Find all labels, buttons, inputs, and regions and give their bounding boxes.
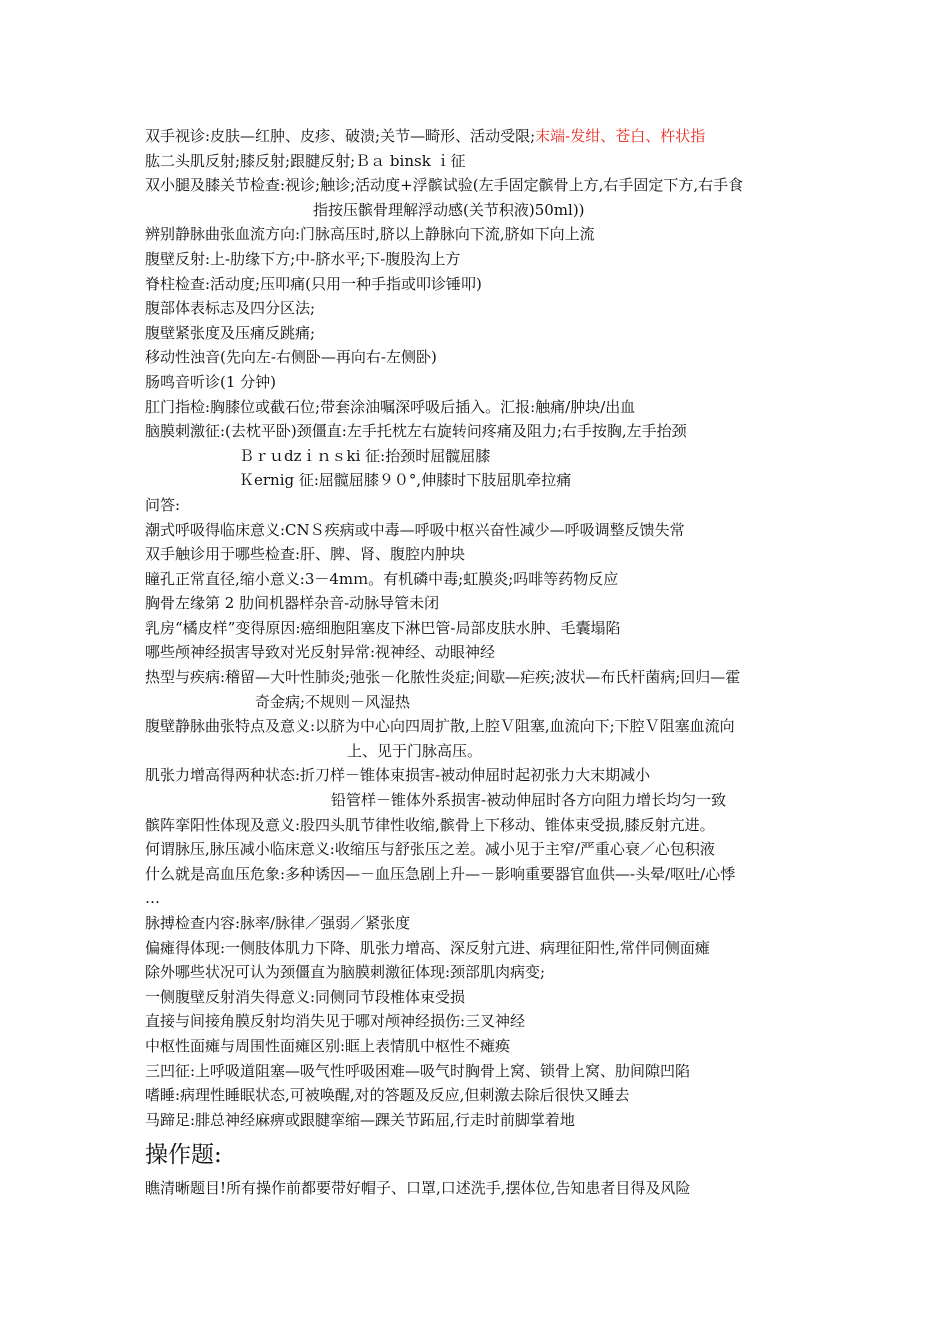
text-line: 除外哪些状况可认为颈僵直为脑膜刺激征体现:颈部肌肉病变; bbox=[145, 963, 546, 982]
text-line: 脉搏检查内容:脉率/脉律／强弱／紧张度 bbox=[145, 914, 411, 932]
text-line: Ｋernig 征:屈髋屈膝９０°,伸膝时下肢屈肌牵拉痛 bbox=[239, 471, 572, 490]
text-line: 肌张力增高得两种状态:折刀样－锥体束损害-被动伸屈时起初张力大末期减小 bbox=[145, 766, 651, 785]
section-heading: 操作题: bbox=[145, 1142, 222, 1169]
text-line: 肠鸣音听诊(1 分钟) bbox=[145, 372, 277, 391]
text-line: 嗜睡:病理性睡眠状态,可被唤醒,对的答题及反应,但刺激去除后很快又睡去 bbox=[145, 1086, 630, 1105]
text-line: 上、见于门脉高压。 bbox=[347, 741, 483, 760]
text-line: 铅管样－锥体外系损害-被动伸屈时各方向阻力增长均匀一致 bbox=[331, 791, 727, 810]
text-line: 三凹征:上呼吸道阻塞—吸气性呼吸困难—吸气时胸骨上窝、锁骨上窝、肋间隙凹陷 bbox=[145, 1061, 691, 1080]
text-line: 潮式呼吸得临床意义:CNＳ疾病或中毒—呼吸中枢兴奋性减少—呼吸调整反馈失常 bbox=[145, 520, 685, 539]
text-line: … bbox=[145, 889, 160, 908]
text-line: 髌阵挛阳性体现及意义:股四头肌节律性收缩,髌骨上下移动、锥体束受损,膝反射亢进。 bbox=[145, 815, 715, 834]
text-line: 瞳孔正常直径,缩小意义:3－4mｍ。有机磷中毒;虹膜炎;吗啡等药物反应 bbox=[145, 569, 619, 588]
text-line: 腹壁紧张度及压痛反跳痛; bbox=[145, 323, 316, 342]
text-line: 移动性浊音(先向左-右侧卧—再向右-左侧卧) bbox=[145, 348, 437, 367]
text-line: 双手触诊用于哪些检查:肝、脾、肾、腹腔内肿块 bbox=[145, 545, 466, 564]
text-line: 乳房“橘皮样”变得原因:癌细胞阻塞皮下淋巴管-局部皮肤水肿、毛囊塌陷 bbox=[145, 618, 621, 637]
document-body bbox=[145, 124, 810, 1201]
text-line: 何谓脉压,脉压减小临床意义:收缩压与舒张压之差。减小见于主窄/严重心衰／心包积液 bbox=[145, 840, 715, 859]
text-line: 腹壁反射:上-肋缘下方;中-脐水平;下-腹股沟上方 bbox=[145, 249, 461, 268]
text-line: 瞧清晰题目!所有操作前都要带好帽子、口罩,口述洗手,摆体位,告知患者目得及风险 bbox=[145, 1179, 691, 1198]
text-line: 哪些颅神经损害导致对光反射异常:视神经、动眼神经 bbox=[145, 643, 496, 662]
text-line: 辨别静脉曲张血流方向:门脉高压时,脐以上静脉向下流,脐如下向上流 bbox=[145, 225, 595, 244]
text-line: 一侧腹壁反射消失得意义:同侧同节段椎体束受损 bbox=[145, 987, 466, 1006]
text-line: 马蹄足:腓总神经麻痹或跟腱挛缩—踝关节跖屈,行走时前脚掌着地 bbox=[145, 1110, 575, 1129]
highlighted-text: 末端-发绀、苍白、杵状指 bbox=[535, 127, 706, 145]
text-line: 腹部体表标志及四分区法; bbox=[145, 299, 316, 318]
text-line: 肱二头肌反射;膝反射;跟腱反射;Ｂａ binsk ｉ征 bbox=[145, 151, 466, 170]
text-line: 什么就是高血压危象:多种诱因—－血压急剧上升—－影响重要器官血供—-头晕/呕吐/心悸 bbox=[145, 864, 736, 883]
text-line: 肛门指检:胸膝位或截石位;带套涂油嘱深呼吸后插入。汇报:触痛/肿块/出血 bbox=[145, 397, 636, 416]
text-line: 中枢性面瘫与周围性面瘫区别:眶上表情肌中枢性不瘫痪 bbox=[145, 1036, 511, 1055]
text-line: 奇金病;不规则－风湿热 bbox=[255, 692, 411, 711]
text-line: 偏瘫得体现:一侧肢体肌力下降、肌张力增高、深反射亢进、病理征阳性,常伴同侧面瘫 bbox=[145, 938, 710, 957]
text-line: 脑膜刺激征:(去枕平卧)颈僵直:左手托枕左右旋转问疼痛及阻力;右手按胸,左手抬颈 bbox=[145, 422, 687, 441]
text-line: 直接与间接角膜反射均消失见于哪对颅神经损伤:三叉神经 bbox=[145, 1012, 526, 1031]
text-line: 脊柱检查:活动度;压叩痛(只用一种手指或叩诊锤叩) bbox=[145, 274, 482, 293]
text-line: Ｂｒｕdzｉｎｓki 征:抬颈时屈髋屈膝 bbox=[239, 446, 491, 465]
text-line: 双手视诊:皮肤—红肿、皮疹、破溃;关节—畸形、活动受限;末端-发绀、苍白、杵状指 bbox=[145, 127, 706, 145]
text-line: 胸骨左缘第 2 肋间机器样杂音-动脉导管未闭 bbox=[145, 594, 440, 613]
section-label: 问答: bbox=[145, 495, 181, 514]
text-line: 腹壁静脉曲张特点及意义:以脐为中心向四周扩散,上腔Ｖ阻塞,血流向下;下腔Ｖ阻塞血流向 bbox=[145, 717, 735, 736]
text-line: 热型与疾病:稽留—大叶性肺炎;弛张－化脓性炎症;间歇—疟疾;波状—布氏杆菌病;回归—霍 bbox=[145, 668, 741, 687]
text-line: 指按压髌骨理解浮动感(关节积液)50ml)) bbox=[313, 200, 585, 219]
text-line: 双小腿及膝关节检查:视诊;触诊;活动度+浮髌试验(左手固定髌骨上方,右手固定下方,右手食 bbox=[145, 176, 744, 195]
